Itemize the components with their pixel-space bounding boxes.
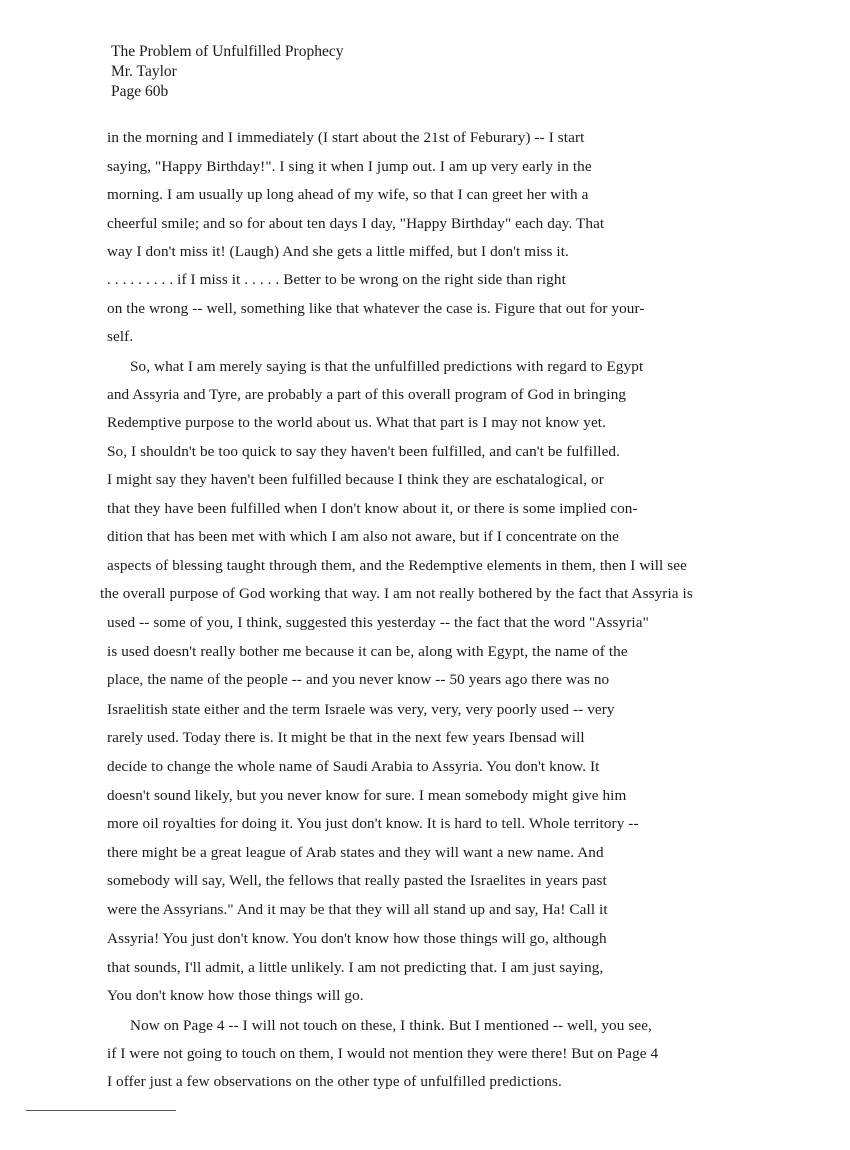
text-line: in the morning and I immediately (I start about the 21st of Feburary) -- I start	[107, 129, 585, 146]
text-line: Assyria! You just don't know. You don't know how those things will go, although	[107, 930, 607, 947]
text-line: I offer just a few observations on the other type of unfulfilled predictions.	[107, 1073, 562, 1090]
text-line: is used doesn't really bother me because it can be, along with Egypt, the name of the	[107, 643, 628, 660]
text-line: way I don't miss it! (Laugh) And she gets a little miffed, but I don't miss it.	[107, 243, 569, 260]
text-line: Israelitish state either and the term Israele was very, very, very poorly used -- very	[107, 701, 615, 718]
text-line: self.	[107, 328, 134, 345]
text-line: So, what I am merely saying is that the unfulfilled predictions with regard to Egypt	[130, 358, 644, 375]
text-line: saying, "Happy Birthday!". I sing it when I jump out. I am up very early in the	[107, 158, 592, 175]
text-line: if I were not going to touch on them, I would not mention they were there! But on Page 4	[107, 1045, 659, 1062]
text-line: dition that has been met with which I am also not aware, but if I concentrate on the	[107, 528, 619, 545]
text-line: morning. I am usually up long ahead of my wife, so that I can greet her with a	[107, 186, 589, 203]
text-line: . . . . . . . . . if I miss it . . . . . Better to be wrong on the right side than right	[107, 271, 566, 288]
text-line: So, I shouldn't be too quick to say they haven't been fulfilled, and can't be fulfilled.	[107, 443, 621, 460]
text-line: rarely used. Today there is. It might be that in the next few years Ibensad will	[107, 729, 585, 746]
text-line: decide to change the whole name of Saudi Arabia to Assyria. You don't know. It	[107, 758, 600, 775]
text-line: place, the name of the people -- and you never know -- 50 years ago there was no	[107, 671, 610, 688]
text-line: more oil royalties for doing it. You just don't know. It is hard to tell. Whole territory --	[107, 815, 639, 832]
text-line: there might be a great league of Arab states and they will want a new name. And	[107, 844, 604, 861]
text-line: I might say they haven't been fulfilled because I think they are eschatalogical, or	[107, 471, 604, 488]
text-line: and Assyria and Tyre, are probably a part of this overall program of God in bringing	[107, 386, 627, 403]
text-line: Redemptive purpose to the world about us. What that part is I may not know yet.	[107, 414, 607, 431]
text-line: doesn't sound likely, but you never know for sure. I mean somebody might give him	[107, 787, 627, 804]
text-line: aspects of blessing taught through them, and the Redemptive elements in them, then I will see	[107, 557, 687, 574]
text-line: used -- some of you, I think, suggested this yesterday -- the fact that the word "Assyria"	[107, 614, 649, 631]
text-line: Now on Page 4 -- I will not touch on these, I think. But I mentioned -- well, you see,	[130, 1017, 652, 1034]
document-title: The Problem of Unfulfilled Prophecy	[111, 43, 344, 60]
text-line: on the wrong -- well, something like that whatever the case is. Figure that out for your-	[107, 300, 645, 317]
author-name: Mr. Taylor	[111, 63, 177, 80]
text-line: that they have been fulfilled when I don't know about it, or there is some implied con-	[107, 500, 638, 517]
footnote-rule	[26, 1110, 176, 1111]
text-line: were the Assyrians." And it may be that they will all stand up and say, Ha! Call it	[107, 901, 608, 918]
page-number: Page 60b	[111, 83, 169, 100]
text-line: You don't know how those things will go.	[107, 987, 364, 1004]
text-line: the overall purpose of God working that way. I am not really bothered by the fact that Assyria is	[100, 585, 693, 602]
text-line: somebody will say, Well, the fellows that really pasted the Israelites in years past	[107, 872, 607, 889]
text-line: cheerful smile; and so for about ten days I day, "Happy Birthday" each day. That	[107, 215, 605, 232]
text-line: that sounds, I'll admit, a little unlikely. I am not predicting that. I am just saying,	[107, 959, 604, 976]
